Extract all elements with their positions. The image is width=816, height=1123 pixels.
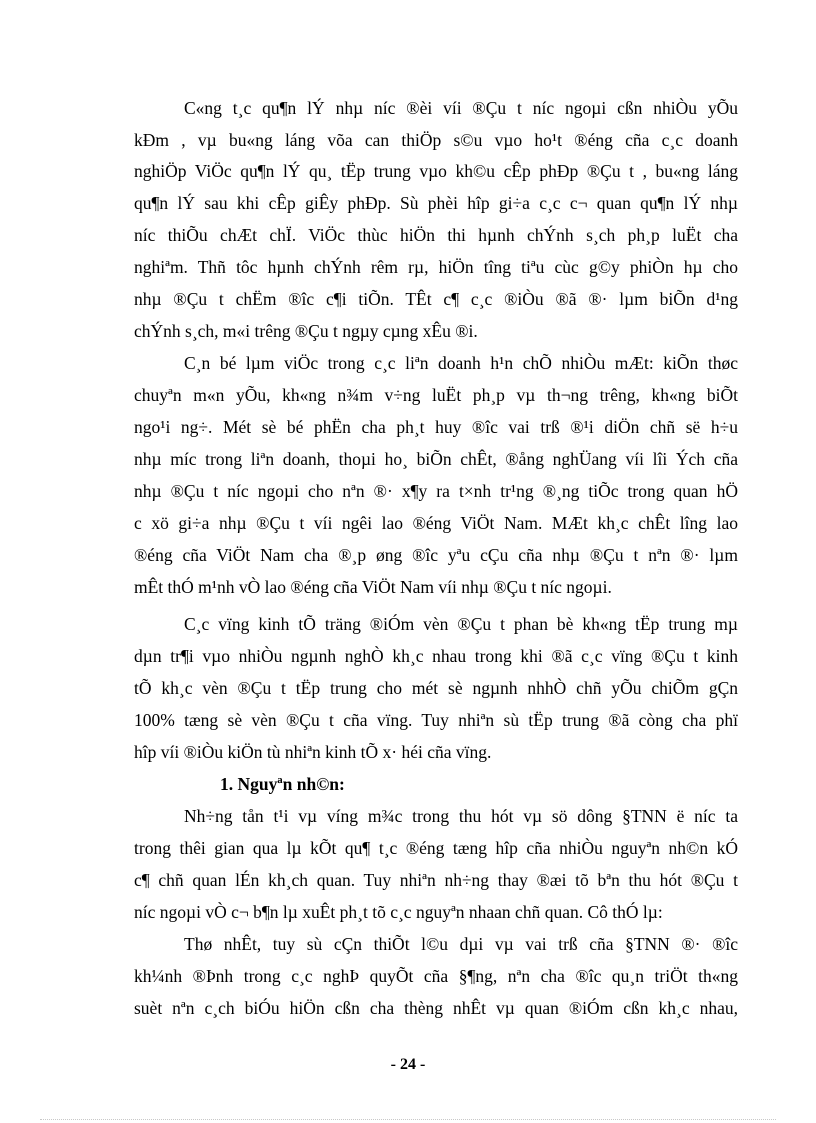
text-line: níc thiÕu chÆt chÏ. ViÖc thùc hiÖn thi hµnh chÝnh s¸ch ph¸p luËt cha [134,225,738,245]
text-line: chÝnh s¸ch, m«i trêng ®Çu t ngµy cµng xÊu ®i. [134,321,478,341]
text-line: C«ng t¸c qu¶n lÝ nhµ níc ®èi víi ®Çu t níc ngoµi cßn nhiÒu yÕu [184,98,738,118]
text-line: Thø nhÊt, tuy sù cÇn thiÕt l©u dµi vµ vai trß cña §TNN ®· ®îc [184,934,738,954]
text-line: ngo¹i ng÷. Mét sè bé phËn cha ph¸t huy ®îc vai trß ®¹i diÖn chñ së h÷u [134,417,738,437]
text-line: mÊt thÓ m¹nh vÒ lao ®éng cña ViÖt Nam víi nhµ ®Çu t níc ngoµi. [134,577,612,597]
text-line: hîp víi ®iÒu kiÖn tù nhiªn kinh tÕ x· héi cña vïng. [134,742,492,762]
text-line: ®éng cña ViÖt Nam cha ®¸p øng ®îc yªu cÇu cña nhµ ®Çu t nªn ®· lµm [134,545,738,565]
text-line: kh¼nh ®Þnh trong c¸c nghÞ quyÕt cña §¶ng, nªn cha ®îc qu¸n triÖt th«ng [134,966,738,986]
text-line: 100% tæng sè vèn ®Çu t cña vïng. Tuy nhiªn sù tËp trung ®ã còng cha phï [134,710,738,730]
text-line: dµn tr¶i vµo nhiÒu ngµnh nghÒ kh¸c nhau trong khi ®ã c¸c vïng ®Çu t kinh [134,646,738,666]
page-number: - 24 - [390,1056,426,1073]
text-line: chuyªn m«n yÕu, kh«ng n¾m v÷ng luËt ph¸p vµ th¬ng trêng, kh«ng biÕt [134,385,738,405]
footer-divider [40,1119,776,1120]
text-line: c¶ chñ quan lÉn kh¸ch quan. Tuy nhiªn nh÷ng thay ®æi tõ bªn thu hót ®Çu t [134,870,738,890]
text-line: C¸n bé lµm viÖc trong c¸c liªn doanh h¹n chÕ nhiÒu mÆt: kiÕn thøc [184,353,738,373]
text-line: suèt nªn c¸ch biÓu hiÖn cßn cha thèng nhÊt vµ quan ®iÓm cßn kh¸c nhau, [134,998,738,1018]
text-line: nghiÖp ViÖc qu¶n lÝ qu¸ tËp trung vµo kh©u cÊp phÐp ®Çu t , bu«ng láng [134,161,738,181]
text-line: nhµ ®Çu t chËm ®îc c¶i tiÕn. TÊt c¶ c¸c ®iÒu ®ã ®· lµm biÕn d¹ng [134,289,738,309]
text-line: qu¶n lÝ sau khi cÊp giÊy phÐp. Sù phèi hîp gi÷a c¸c c¬ quan qu¶n lÝ nhµ [134,193,738,213]
text-line: kÐm , vµ bu«ng láng võa can thiÖp s©u vµo ho¹t ®éng cña c¸c doanh [134,130,738,150]
text-line: C¸c vïng kinh tÕ träng ®iÓm vèn ®Çu t phan bè kh«ng tËp trung mµ [184,614,738,634]
section-heading: 1. Nguyªn nh©n: [220,774,345,794]
text-line: nhµ ®Çu t níc ngoµi cho nªn ®· x¶y ra t×nh tr¹ng ®¸ng tiÕc trong quan hÖ [134,481,738,501]
text-line: trong thêi gian qua lµ kÕt qu¶ t¸c ®éng tæng hîp cña nhiÒu nguyªn nh©n kÓ [134,838,738,858]
text-line: níc ngoµi vÒ c¬ b¶n lµ xuÊt ph¸t tõ c¸c nguyªn nhaan chñ quan. Cô thÓ lµ: [134,902,663,922]
text-line: Nh÷ng tån t¹i vµ víng m¾c trong thu hót vµ sö dông §TNN ë níc ta [184,806,738,826]
text-line: nhµ míc trong liªn doanh, thoµi ho¸ biÕn chÊt, ®ång nghÜang víi lîi Ých cña [134,449,738,469]
text-line: c xö gi÷a nhµ ®Çu t víi ngêi lao ®éng ViÖt Nam. MÆt kh¸c chÊt lîng lao [134,513,738,533]
text-line: tÕ kh¸c vèn ®Çu t tËp trung cho mét sè ngµnh nhhÒ chñ yÕu chiÕm gÇn [134,678,738,698]
text-line: nghiªm. Thñ tôc hµnh chÝnh rêm rµ, hiÖn tîng tiªu cùc g©y phiÒn hµ cho [134,257,738,277]
